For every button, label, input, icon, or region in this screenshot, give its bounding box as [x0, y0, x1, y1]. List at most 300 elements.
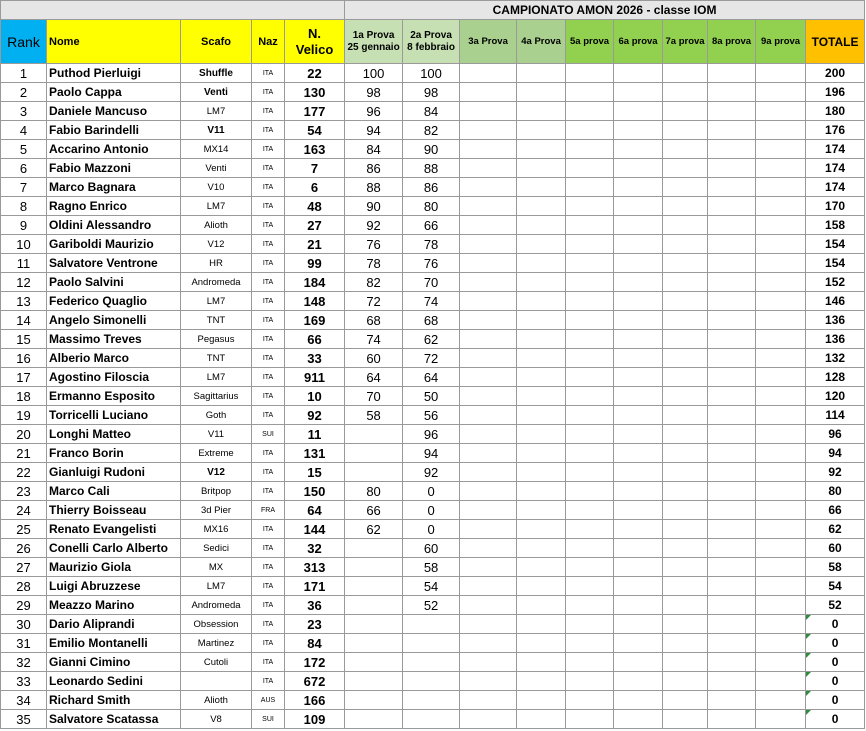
prova-2-cell[interactable]: 0 [403, 482, 460, 501]
prova-5-cell[interactable] [566, 197, 614, 216]
prova-3-cell[interactable] [460, 520, 517, 539]
rank-cell[interactable]: 7 [1, 178, 47, 197]
prova-2-cell[interactable] [403, 615, 460, 634]
rank-cell[interactable]: 16 [1, 349, 47, 368]
prova-1-cell[interactable]: 78 [345, 254, 403, 273]
name-cell[interactable]: Emilio Montanelli [47, 634, 181, 653]
name-cell[interactable]: Puthod Pierluigi [47, 64, 181, 83]
prova-6-cell[interactable] [614, 330, 663, 349]
hull-cell[interactable]: V11 [181, 121, 252, 140]
prova-5-cell[interactable] [566, 311, 614, 330]
prova-9-cell[interactable] [756, 482, 806, 501]
prova-1-cell[interactable]: 64 [345, 368, 403, 387]
prova-3-cell[interactable] [460, 216, 517, 235]
prova-6-cell[interactable] [614, 577, 663, 596]
hull-cell[interactable]: MX [181, 558, 252, 577]
prova-6-cell[interactable] [614, 121, 663, 140]
prova-8-cell[interactable] [708, 577, 756, 596]
prova-6-cell[interactable] [614, 64, 663, 83]
name-cell[interactable]: Salvatore Ventrone [47, 254, 181, 273]
prova-4-cell[interactable] [517, 577, 566, 596]
rank-cell[interactable]: 8 [1, 197, 47, 216]
sail-number-cell[interactable]: 163 [285, 140, 345, 159]
prova-8-cell[interactable] [708, 216, 756, 235]
prova-2-cell[interactable]: 78 [403, 235, 460, 254]
prova-2-cell[interactable]: 68 [403, 311, 460, 330]
prova-3-cell[interactable] [460, 653, 517, 672]
prova-9-cell[interactable] [756, 349, 806, 368]
prova-8-cell[interactable] [708, 501, 756, 520]
prova-4-cell[interactable] [517, 349, 566, 368]
rank-cell[interactable]: 34 [1, 691, 47, 710]
prova-6-cell[interactable] [614, 558, 663, 577]
prova-9-cell[interactable] [756, 387, 806, 406]
prova-8-cell[interactable] [708, 121, 756, 140]
name-cell[interactable]: Fabio Barindelli [47, 121, 181, 140]
name-cell[interactable]: Thierry Boisseau [47, 501, 181, 520]
prova-7-cell[interactable] [663, 64, 708, 83]
name-cell[interactable]: Meazzo Marino [47, 596, 181, 615]
column-header-prova-9[interactable]: 9a prova [756, 20, 806, 64]
prova-8-cell[interactable] [708, 520, 756, 539]
hull-cell[interactable]: V8 [181, 710, 252, 729]
sail-number-cell[interactable]: 177 [285, 102, 345, 121]
prova-6-cell[interactable] [614, 254, 663, 273]
sail-number-cell[interactable]: 92 [285, 406, 345, 425]
prova-3-cell[interactable] [460, 501, 517, 520]
sail-number-cell[interactable]: 7 [285, 159, 345, 178]
total-cell[interactable] [806, 691, 865, 710]
prova-5-cell[interactable] [566, 216, 614, 235]
sail-number-cell[interactable]: 33 [285, 349, 345, 368]
rank-cell[interactable]: 17 [1, 368, 47, 387]
prova-8-cell[interactable] [708, 140, 756, 159]
prova-3-cell[interactable] [460, 691, 517, 710]
total-cell[interactable]: 154 [806, 235, 865, 254]
prova-7-cell[interactable] [663, 368, 708, 387]
nation-cell[interactable]: ITA [252, 596, 285, 615]
prova-4-cell[interactable] [517, 121, 566, 140]
prova-9-cell[interactable] [756, 444, 806, 463]
prova-5-cell[interactable] [566, 425, 614, 444]
rank-cell[interactable]: 24 [1, 501, 47, 520]
prova-5-cell[interactable] [566, 653, 614, 672]
prova-5-cell[interactable] [566, 463, 614, 482]
prova-9-cell[interactable] [756, 368, 806, 387]
prova-3-cell[interactable] [460, 615, 517, 634]
rank-cell[interactable]: 31 [1, 634, 47, 653]
prova-9-cell[interactable] [756, 159, 806, 178]
prova-3-cell[interactable] [460, 330, 517, 349]
hull-cell[interactable] [181, 672, 252, 691]
prova-5-cell[interactable] [566, 102, 614, 121]
hull-cell[interactable]: LM7 [181, 197, 252, 216]
prova-7-cell[interactable] [663, 235, 708, 254]
prova-7-cell[interactable] [663, 140, 708, 159]
prova-1-cell[interactable] [345, 463, 403, 482]
prova-3-cell[interactable] [460, 387, 517, 406]
name-cell[interactable]: Accarino Antonio [47, 140, 181, 159]
prova-7-cell[interactable] [663, 577, 708, 596]
prova-5-cell[interactable] [566, 482, 614, 501]
rank-cell[interactable]: 22 [1, 463, 47, 482]
prova-2-cell[interactable]: 72 [403, 349, 460, 368]
prova-9-cell[interactable] [756, 216, 806, 235]
name-cell[interactable]: Gariboldi Maurizio [47, 235, 181, 254]
rank-cell[interactable]: 20 [1, 425, 47, 444]
nation-cell[interactable]: ITA [252, 634, 285, 653]
prova-6-cell[interactable] [614, 292, 663, 311]
prova-2-cell[interactable] [403, 634, 460, 653]
prova-9-cell[interactable] [756, 330, 806, 349]
nation-cell[interactable]: ITA [252, 292, 285, 311]
sail-number-cell[interactable]: 64 [285, 501, 345, 520]
prova-7-cell[interactable] [663, 425, 708, 444]
hull-cell[interactable]: V11 [181, 425, 252, 444]
prova-9-cell[interactable] [756, 273, 806, 292]
prova-7-cell[interactable] [663, 615, 708, 634]
rank-cell[interactable]: 3 [1, 102, 47, 121]
prova-5-cell[interactable] [566, 387, 614, 406]
sail-number-cell[interactable]: 66 [285, 330, 345, 349]
prova-3-cell[interactable] [460, 672, 517, 691]
prova-7-cell[interactable] [663, 197, 708, 216]
prova-8-cell[interactable] [708, 64, 756, 83]
sail-number-cell[interactable]: 144 [285, 520, 345, 539]
prova-2-cell[interactable]: 94 [403, 444, 460, 463]
prova-1-cell[interactable]: 100 [345, 64, 403, 83]
prova-5-cell[interactable] [566, 691, 614, 710]
prova-6-cell[interactable] [614, 444, 663, 463]
prova-1-cell[interactable]: 94 [345, 121, 403, 140]
rank-cell[interactable]: 35 [1, 710, 47, 729]
sail-number-cell[interactable]: 22 [285, 64, 345, 83]
prova-9-cell[interactable] [756, 577, 806, 596]
total-cell[interactable]: 58 [806, 558, 865, 577]
hull-cell[interactable]: Shuffle [181, 64, 252, 83]
prova-7-cell[interactable] [663, 520, 708, 539]
header-blank-cell[interactable] [1, 1, 345, 20]
nation-cell[interactable]: ITA [252, 159, 285, 178]
prova-2-cell[interactable]: 98 [403, 83, 460, 102]
prova-4-cell[interactable] [517, 672, 566, 691]
total-cell[interactable]: 170 [806, 197, 865, 216]
name-cell[interactable]: Massimo Treves [47, 330, 181, 349]
prova-7-cell[interactable] [663, 349, 708, 368]
prova-8-cell[interactable] [708, 539, 756, 558]
prova-3-cell[interactable] [460, 121, 517, 140]
prova-6-cell[interactable] [614, 273, 663, 292]
hull-cell[interactable]: Martinez [181, 634, 252, 653]
name-cell[interactable]: Ermanno Esposito [47, 387, 181, 406]
nation-cell[interactable]: ITA [252, 653, 285, 672]
prova-1-cell[interactable]: 68 [345, 311, 403, 330]
prova-2-cell[interactable]: 82 [403, 121, 460, 140]
prova-7-cell[interactable] [663, 558, 708, 577]
prova-6-cell[interactable] [614, 83, 663, 102]
prova-4-cell[interactable] [517, 520, 566, 539]
total-cell[interactable]: 174 [806, 140, 865, 159]
prova-4-cell[interactable] [517, 64, 566, 83]
name-cell[interactable]: Oldini Alessandro [47, 216, 181, 235]
prova-3-cell[interactable] [460, 235, 517, 254]
name-cell[interactable]: Ragno Enrico [47, 197, 181, 216]
hull-cell[interactable]: Cutoli [181, 653, 252, 672]
hull-cell[interactable]: LM7 [181, 102, 252, 121]
rank-cell[interactable]: 29 [1, 596, 47, 615]
sail-number-cell[interactable]: 11 [285, 425, 345, 444]
prova-1-cell[interactable]: 86 [345, 159, 403, 178]
total-cell[interactable]: 62 [806, 520, 865, 539]
total-cell[interactable]: 158 [806, 216, 865, 235]
prova-3-cell[interactable] [460, 83, 517, 102]
prova-6-cell[interactable] [614, 387, 663, 406]
prova-6-cell[interactable] [614, 311, 663, 330]
sail-number-cell[interactable]: 10 [285, 387, 345, 406]
rank-cell[interactable]: 12 [1, 273, 47, 292]
nation-cell[interactable]: ITA [252, 311, 285, 330]
name-cell[interactable]: Alberio Marco [47, 349, 181, 368]
prova-4-cell[interactable] [517, 197, 566, 216]
prova-6-cell[interactable] [614, 349, 663, 368]
rank-cell[interactable]: 1 [1, 64, 47, 83]
total-cell[interactable] [806, 710, 865, 729]
name-cell[interactable]: Leonardo Sedini [47, 672, 181, 691]
prova-1-cell[interactable]: 80 [345, 482, 403, 501]
sail-number-cell[interactable]: 84 [285, 634, 345, 653]
total-cell[interactable]: 54 [806, 577, 865, 596]
total-cell[interactable]: 114 [806, 406, 865, 425]
nation-cell[interactable]: ITA [252, 444, 285, 463]
prova-2-cell[interactable]: 62 [403, 330, 460, 349]
prova-5-cell[interactable] [566, 710, 614, 729]
column-header-prova-7[interactable]: 7a prova [663, 20, 708, 64]
prova-4-cell[interactable] [517, 501, 566, 520]
prova-4-cell[interactable] [517, 406, 566, 425]
prova-6-cell[interactable] [614, 463, 663, 482]
prova-2-cell[interactable]: 56 [403, 406, 460, 425]
prova-5-cell[interactable] [566, 596, 614, 615]
prova-7-cell[interactable] [663, 634, 708, 653]
prova-1-cell[interactable] [345, 444, 403, 463]
prova-9-cell[interactable] [756, 140, 806, 159]
prova-3-cell[interactable] [460, 159, 517, 178]
prova-7-cell[interactable] [663, 539, 708, 558]
prova-7-cell[interactable] [663, 653, 708, 672]
prova-8-cell[interactable] [708, 292, 756, 311]
prova-5-cell[interactable] [566, 140, 614, 159]
prova-1-cell[interactable]: 84 [345, 140, 403, 159]
total-cell[interactable]: 52 [806, 596, 865, 615]
rank-cell[interactable]: 23 [1, 482, 47, 501]
prova-2-cell[interactable]: 88 [403, 159, 460, 178]
prova-6-cell[interactable] [614, 539, 663, 558]
prova-1-cell[interactable]: 70 [345, 387, 403, 406]
rank-cell[interactable]: 26 [1, 539, 47, 558]
total-cell[interactable]: 132 [806, 349, 865, 368]
total-cell[interactable]: 146 [806, 292, 865, 311]
nation-cell[interactable]: ITA [252, 368, 285, 387]
prova-3-cell[interactable] [460, 368, 517, 387]
prova-5-cell[interactable] [566, 539, 614, 558]
prova-6-cell[interactable] [614, 672, 663, 691]
sail-number-cell[interactable]: 32 [285, 539, 345, 558]
total-cell[interactable]: 120 [806, 387, 865, 406]
prova-2-cell[interactable]: 92 [403, 463, 460, 482]
sail-number-cell[interactable]: 131 [285, 444, 345, 463]
total-cell[interactable]: 94 [806, 444, 865, 463]
prova-1-cell[interactable]: 90 [345, 197, 403, 216]
prova-6-cell[interactable] [614, 216, 663, 235]
rank-cell[interactable]: 15 [1, 330, 47, 349]
name-cell[interactable]: Marco Cali [47, 482, 181, 501]
prova-2-cell[interactable]: 100 [403, 64, 460, 83]
name-cell[interactable]: Renato Evangelisti [47, 520, 181, 539]
rank-cell[interactable]: 19 [1, 406, 47, 425]
sail-number-cell[interactable]: 6 [285, 178, 345, 197]
nation-cell[interactable]: ITA [252, 482, 285, 501]
prova-9-cell[interactable] [756, 520, 806, 539]
prova-9-cell[interactable] [756, 121, 806, 140]
hull-cell[interactable]: Alioth [181, 691, 252, 710]
prova-1-cell[interactable]: 74 [345, 330, 403, 349]
nation-cell[interactable]: FRA [252, 501, 285, 520]
hull-cell[interactable]: Extreme [181, 444, 252, 463]
prova-9-cell[interactable] [756, 425, 806, 444]
prova-1-cell[interactable] [345, 691, 403, 710]
prova-4-cell[interactable] [517, 596, 566, 615]
prova-3-cell[interactable] [460, 254, 517, 273]
prova-8-cell[interactable] [708, 482, 756, 501]
prova-3-cell[interactable] [460, 596, 517, 615]
prova-6-cell[interactable] [614, 520, 663, 539]
prova-9-cell[interactable] [756, 501, 806, 520]
column-header-scafo[interactable]: Scafo [181, 20, 252, 64]
hull-cell[interactable]: TNT [181, 311, 252, 330]
prova-4-cell[interactable] [517, 444, 566, 463]
prova-6-cell[interactable] [614, 596, 663, 615]
column-header-totale[interactable]: TOTALE [806, 20, 865, 64]
name-cell[interactable]: Angelo Simonelli [47, 311, 181, 330]
prova-7-cell[interactable] [663, 216, 708, 235]
hull-cell[interactable]: 3d Pier [181, 501, 252, 520]
nation-cell[interactable]: ITA [252, 539, 285, 558]
prova-5-cell[interactable] [566, 121, 614, 140]
prova-2-cell[interactable]: 54 [403, 577, 460, 596]
total-cell[interactable] [806, 653, 865, 672]
name-cell[interactable]: Marco Bagnara [47, 178, 181, 197]
nation-cell[interactable]: AUS [252, 691, 285, 710]
prova-5-cell[interactable] [566, 672, 614, 691]
prova-5-cell[interactable] [566, 444, 614, 463]
hull-cell[interactable]: Andromeda [181, 273, 252, 292]
nation-cell[interactable]: ITA [252, 349, 285, 368]
sail-number-cell[interactable]: 109 [285, 710, 345, 729]
nation-cell[interactable]: ITA [252, 235, 285, 254]
prova-4-cell[interactable] [517, 254, 566, 273]
prova-3-cell[interactable] [460, 577, 517, 596]
nation-cell[interactable]: ITA [252, 558, 285, 577]
prova-2-cell[interactable]: 66 [403, 216, 460, 235]
prova-1-cell[interactable] [345, 615, 403, 634]
prova-3-cell[interactable] [460, 444, 517, 463]
prova-4-cell[interactable] [517, 273, 566, 292]
prova-4-cell[interactable] [517, 710, 566, 729]
prova-6-cell[interactable] [614, 482, 663, 501]
sail-number-cell[interactable]: 15 [285, 463, 345, 482]
prova-3-cell[interactable] [460, 140, 517, 159]
nation-cell[interactable]: ITA [252, 406, 285, 425]
name-cell[interactable]: Torricelli Luciano [47, 406, 181, 425]
prova-5-cell[interactable] [566, 349, 614, 368]
name-cell[interactable]: Franco Borin [47, 444, 181, 463]
total-cell[interactable]: 174 [806, 178, 865, 197]
prova-2-cell[interactable] [403, 691, 460, 710]
prova-8-cell[interactable] [708, 558, 756, 577]
prova-5-cell[interactable] [566, 254, 614, 273]
sail-number-cell[interactable]: 150 [285, 482, 345, 501]
prova-6-cell[interactable] [614, 615, 663, 634]
prova-2-cell[interactable]: 86 [403, 178, 460, 197]
nation-cell[interactable]: ITA [252, 102, 285, 121]
sail-number-cell[interactable]: 130 [285, 83, 345, 102]
total-cell[interactable]: 96 [806, 425, 865, 444]
nation-cell[interactable]: SUI [252, 710, 285, 729]
sail-number-cell[interactable]: 672 [285, 672, 345, 691]
hull-cell[interactable]: LM7 [181, 292, 252, 311]
rank-cell[interactable]: 5 [1, 140, 47, 159]
prova-8-cell[interactable] [708, 311, 756, 330]
nation-cell[interactable]: ITA [252, 254, 285, 273]
prova-6-cell[interactable] [614, 368, 663, 387]
prova-2-cell[interactable]: 90 [403, 140, 460, 159]
prova-3-cell[interactable] [460, 273, 517, 292]
prova-4-cell[interactable] [517, 387, 566, 406]
prova-4-cell[interactable] [517, 653, 566, 672]
prova-4-cell[interactable] [517, 463, 566, 482]
prova-5-cell[interactable] [566, 292, 614, 311]
hull-cell[interactable]: TNT [181, 349, 252, 368]
hull-cell[interactable]: MX16 [181, 520, 252, 539]
prova-9-cell[interactable] [756, 710, 806, 729]
prova-9-cell[interactable] [756, 539, 806, 558]
sail-number-cell[interactable]: 21 [285, 235, 345, 254]
prova-8-cell[interactable] [708, 273, 756, 292]
prova-2-cell[interactable] [403, 710, 460, 729]
prova-8-cell[interactable] [708, 672, 756, 691]
prova-8-cell[interactable] [708, 235, 756, 254]
prova-1-cell[interactable] [345, 539, 403, 558]
prova-3-cell[interactable] [460, 558, 517, 577]
sail-number-cell[interactable]: 48 [285, 197, 345, 216]
prova-3-cell[interactable] [460, 178, 517, 197]
sail-number-cell[interactable]: 313 [285, 558, 345, 577]
nation-cell[interactable]: ITA [252, 64, 285, 83]
prova-9-cell[interactable] [756, 672, 806, 691]
prova-8-cell[interactable] [708, 710, 756, 729]
rank-cell[interactable]: 6 [1, 159, 47, 178]
prova-2-cell[interactable]: 64 [403, 368, 460, 387]
name-cell[interactable]: Longhi Matteo [47, 425, 181, 444]
total-cell[interactable]: 92 [806, 463, 865, 482]
prova-5-cell[interactable] [566, 501, 614, 520]
prova-9-cell[interactable] [756, 634, 806, 653]
total-cell[interactable]: 128 [806, 368, 865, 387]
prova-9-cell[interactable] [756, 691, 806, 710]
prova-8-cell[interactable] [708, 368, 756, 387]
total-cell[interactable]: 176 [806, 121, 865, 140]
prova-7-cell[interactable] [663, 482, 708, 501]
